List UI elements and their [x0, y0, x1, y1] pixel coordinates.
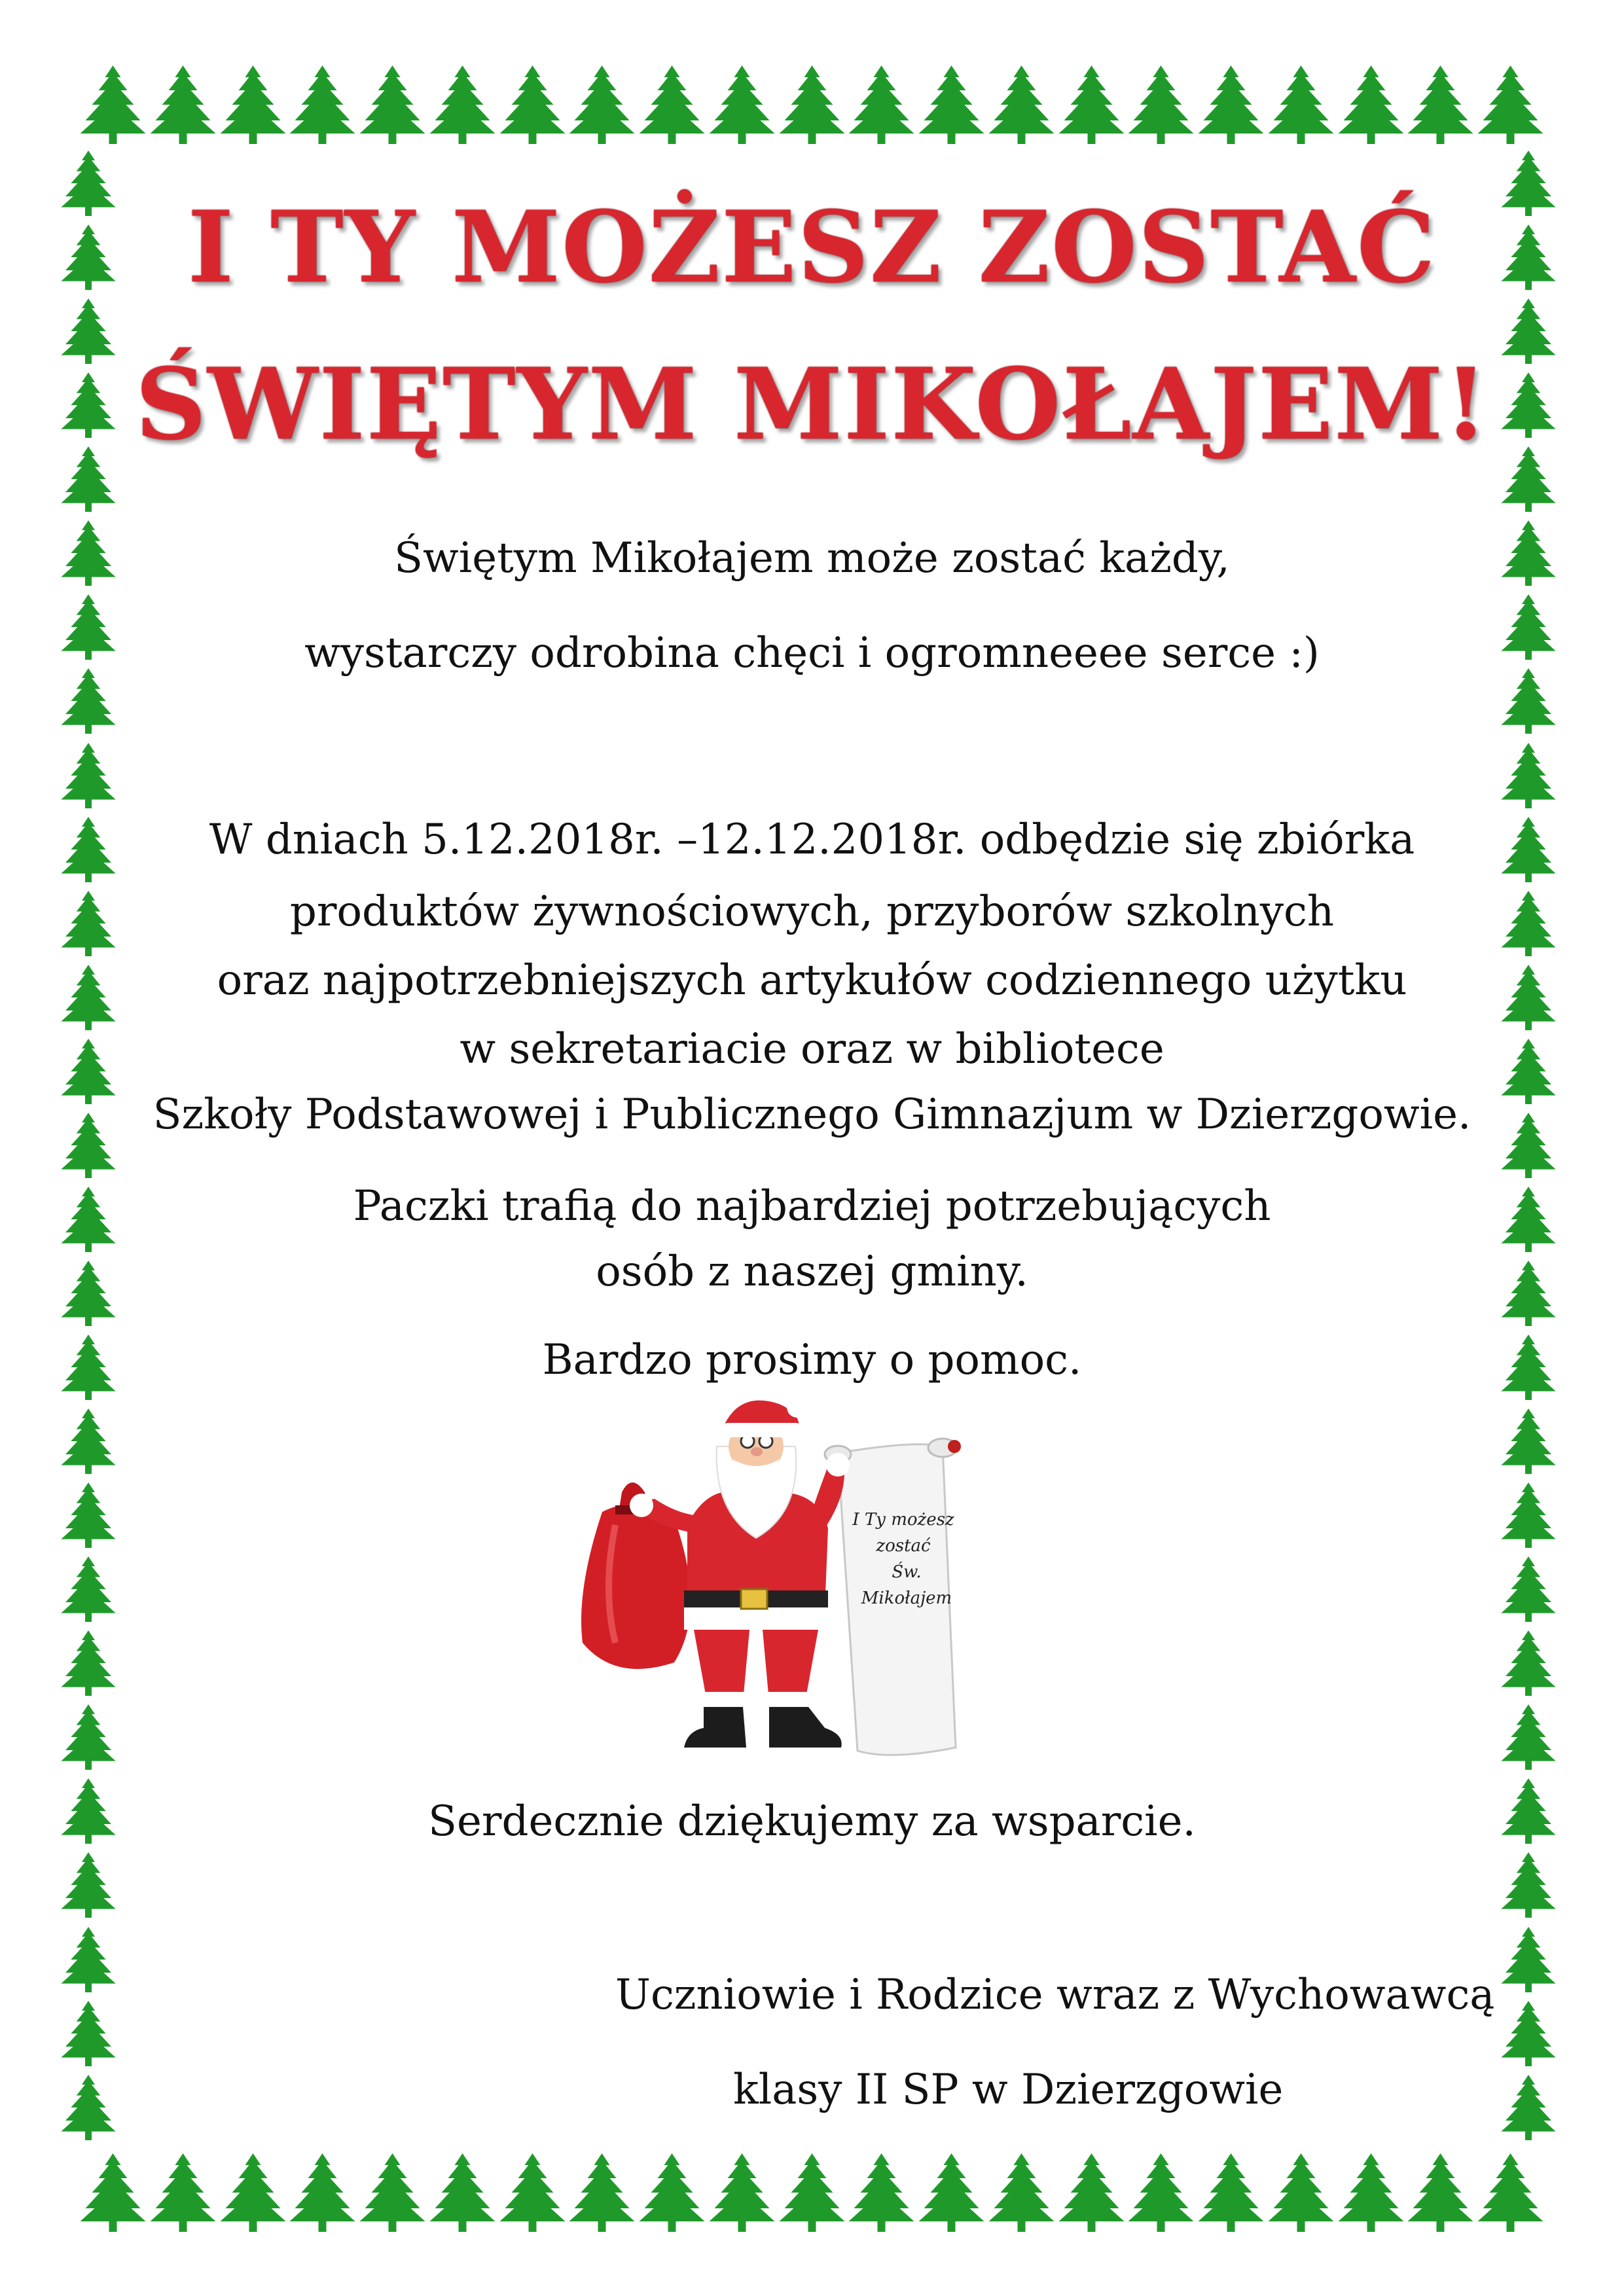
christmas-tree-icon [1492, 2075, 1564, 2140]
help-request: Bardzo prosimy o pomoc. [542, 1336, 1082, 1384]
tree-border-top [79, 65, 1545, 144]
christmas-tree-icon [79, 65, 147, 144]
christmas-tree-icon [778, 2153, 846, 2232]
christmas-tree-icon [1492, 1927, 1564, 1992]
christmas-tree-icon [52, 1630, 124, 1696]
title-line-1: I TY MOŻESZ ZOSTAĆ [187, 190, 1437, 305]
christmas-tree-icon [1492, 1556, 1564, 1622]
scroll-text-line: Mikołajem [861, 1588, 952, 1608]
christmas-tree-icon [1492, 1704, 1564, 1770]
christmas-tree-icon [1476, 65, 1545, 144]
christmas-tree-icon [1337, 2153, 1405, 2232]
christmas-tree-icon [1057, 65, 1126, 144]
scroll-icon [825, 1439, 961, 1755]
christmas-tree-icon [1492, 1852, 1564, 1918]
christmas-tree-icon [1127, 2153, 1195, 2232]
thanks-line: Serdecznie dziękujemy za wsparcie. [428, 1797, 1196, 1846]
christmas-tree-icon [708, 65, 776, 144]
christmas-tree-icon [288, 65, 357, 144]
christmas-tree-icon [987, 65, 1056, 144]
collection-line: w sekretariacie oraz w bibliotece [460, 1025, 1164, 1073]
christmas-tree-icon [52, 2075, 124, 2140]
christmas-tree-icon [428, 2153, 497, 2232]
christmas-tree-icon [52, 1704, 124, 1770]
christmas-tree-icon [219, 65, 287, 144]
christmas-tree-icon [1337, 65, 1405, 144]
christmas-tree-icon [1057, 2153, 1126, 2232]
christmas-tree-icon [1127, 65, 1195, 144]
tree-border-bottom [79, 2153, 1545, 2232]
christmas-tree-icon [1406, 65, 1475, 144]
christmas-tree-icon [987, 2153, 1056, 2232]
scroll-text-line: zostać [876, 1536, 931, 1556]
christmas-tree-icon [1197, 65, 1265, 144]
christmas-tree-icon [52, 743, 124, 808]
santa-claus-icon [576, 1394, 1034, 1761]
christmas-tree-icon [288, 2153, 357, 2232]
christmas-tree-icon [52, 1927, 124, 1992]
intro-line-1: Świętym Mikołajem może zostać każdy, [394, 534, 1230, 583]
christmas-tree-icon [568, 65, 636, 144]
collection-line: Szkoły Podstawowej i Publicznego Gimnazjum w Dzierzgowie. [153, 1090, 1471, 1139]
christmas-tree-icon [358, 65, 427, 144]
scroll-text-line: I Ty możesz [852, 1510, 954, 1530]
intro-line-2: wystarczy odrobina chęci i ogromneeee serce :) [304, 629, 1320, 677]
christmas-tree-icon [847, 2153, 916, 2232]
collection-line: W dniach 5.12.2018r. –12.12.2018r. odbędzie się zbiórka [209, 816, 1415, 864]
christmas-tree-icon [1492, 2001, 1564, 2066]
signature-line-2: klasy II SP w Dzierzgowie [733, 2066, 1284, 2114]
christmas-tree-icon [568, 2153, 636, 2232]
christmas-tree-icon [1492, 743, 1564, 808]
christmas-tree-icon [1267, 65, 1335, 144]
christmas-tree-icon [638, 65, 706, 144]
christmas-tree-icon [708, 2153, 776, 2232]
christmas-tree-icon [428, 65, 497, 144]
christmas-tree-icon [1406, 2153, 1475, 2232]
title-line-2: ŚWIĘTYM MIKOŁAJEM! [135, 347, 1489, 462]
parcels-line-2: osób z naszej gminy. [596, 1247, 1028, 1296]
christmas-tree-icon [778, 65, 846, 144]
christmas-tree-icon [917, 2153, 986, 2232]
christmas-tree-icon [498, 65, 567, 144]
christmas-tree-icon [149, 65, 217, 144]
collection-line: produktów żywnościowych, przyborów szkolnych [289, 888, 1335, 936]
christmas-tree-icon [1492, 1408, 1564, 1474]
christmas-tree-icon [358, 2153, 427, 2232]
christmas-tree-icon [1197, 2153, 1265, 2232]
christmas-tree-icon [1492, 1630, 1564, 1696]
christmas-tree-icon [52, 1408, 124, 1474]
christmas-tree-icon [847, 65, 916, 144]
signature-line-1: Uczniowie i Rodzice wraz z Wychowawcą [615, 1971, 1495, 2019]
christmas-tree-icon [219, 2153, 287, 2232]
christmas-tree-icon [79, 2153, 147, 2232]
christmas-tree-icon [52, 1556, 124, 1622]
christmas-tree-icon [1476, 2153, 1545, 2232]
parcels-line-1: Paczki trafią do najbardziej potrzebujących [353, 1182, 1271, 1230]
christmas-tree-icon [638, 2153, 706, 2232]
christmas-tree-icon [1267, 2153, 1335, 2232]
scroll-text-line: Św. [892, 1562, 922, 1582]
christmas-tree-icon [1492, 1482, 1564, 1548]
christmas-tree-icon [52, 1482, 124, 1548]
collection-line: oraz najpotrzebniejszych artykułów codziennego użytku [217, 956, 1407, 1005]
christmas-tree-icon [498, 2153, 567, 2232]
christmas-tree-icon [52, 2001, 124, 2066]
christmas-tree-icon [149, 2153, 217, 2232]
christmas-tree-icon [52, 1852, 124, 1918]
christmas-tree-icon [917, 65, 986, 144]
